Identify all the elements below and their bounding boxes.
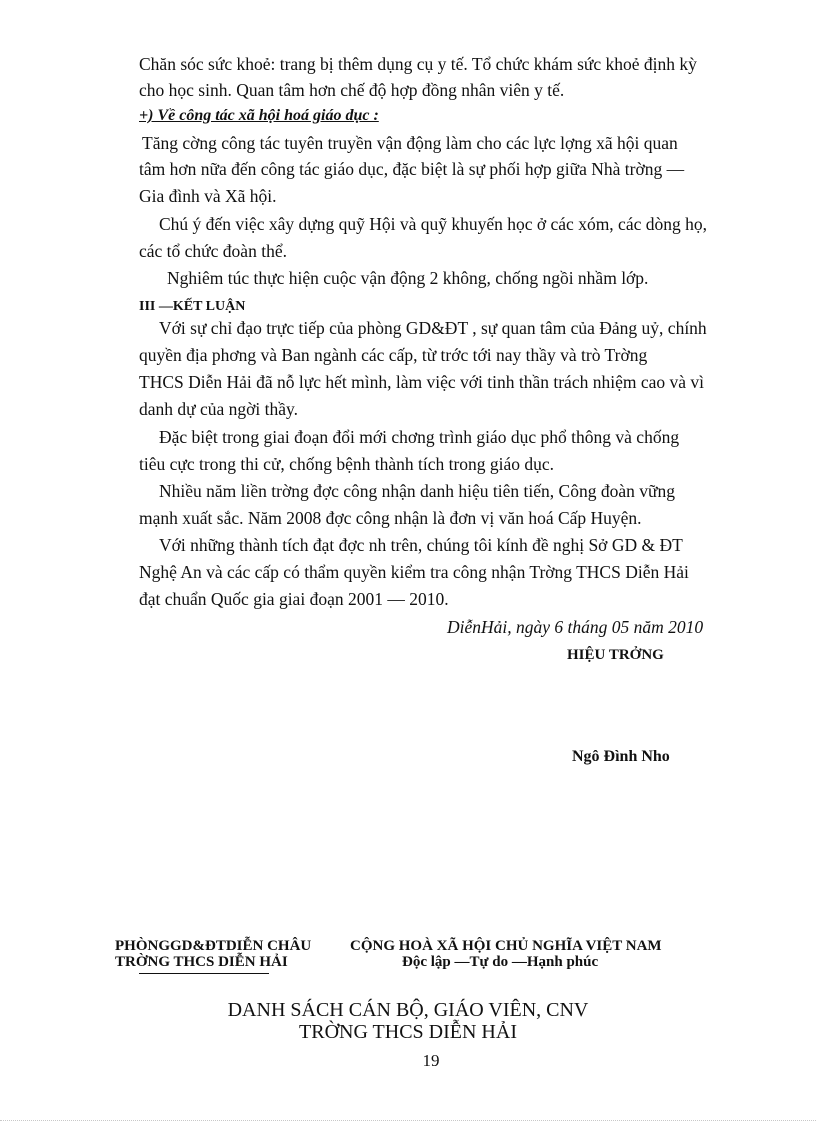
header-school: TRỜNG THCS DIỄN HẢI: [115, 954, 288, 970]
page-divider: [0, 1120, 816, 1121]
body-line: Đặc biệt trong giai đoạn đổi mới chơng trình giáo dục phổ thông và chống: [159, 427, 680, 447]
header-department: PHÒNGGD&ĐTDIỄN CHÂU: [115, 938, 312, 954]
body-line: đạt chuẩn Quốc gia giai đoạn 2001 — 2010.: [139, 589, 449, 609]
body-line: Gia đình và Xã hội.: [139, 186, 277, 206]
section-heading-conclusion: III —KẾT LUẬN: [139, 299, 246, 314]
body-line: THCS Diễn Hải đã nỗ lực hết mình, làm việc với tinh thần trách nhiệm cao và vì: [139, 372, 704, 392]
body-line: tiêu cực trong thi cử, chống bệnh thành tích trong giáo dục.: [139, 454, 555, 474]
signature-role: HIỆU TRỞNG: [567, 647, 664, 663]
header-nation: CỘNG HOÀ XÃ HỘI CHỦ NGHĨA VIỆT NAM: [350, 938, 662, 954]
body-line: mạnh xuất sắc. Năm 2008 đợc công nhận là đơn vị văn hoá Cấp Huyện.: [139, 508, 642, 528]
body-line: Với những thành tích đạt đợc nh trên, chúng tôi kính đề nghị Sở GD & ĐT: [159, 535, 683, 555]
body-line: các tổ chức đoàn thể.: [139, 241, 287, 261]
body-line: Nghệ An và các cấp có thẩm quyền kiểm tra công nhận Trờng THCS Diễn Hải: [139, 562, 689, 582]
header-motto: Độc lập —Tự do —Hạnh phúc: [402, 954, 599, 970]
body-line: Nhiều năm liền trờng đợc công nhận danh hiệu tiên tiến, Công đoàn vững: [159, 481, 675, 501]
list-title: DANH SÁCH CÁN BỘ, GIÁO VIÊN, CNV: [227, 999, 589, 1021]
body-line: Chú ý đến việc xây dựng quỹ Hội và quỹ khuyến học ở các xóm, các dòng họ,: [159, 214, 707, 234]
body-line: tâm hơn nữa đến công tác giáo dục, đặc biệt là sự phối hợp giữa Nhà trờng —: [139, 159, 685, 179]
body-line: Tăng cờng công tác tuyên truyền vận động làm cho các lực lợng xã hội quan: [142, 133, 678, 153]
body-line: quyền địa phơng và Ban ngành các cấp, từ trớc tới nay thầy và trò Trờng: [139, 345, 648, 365]
body-line: Chăn sóc sức khoẻ: trang bị thêm dụng cụ y tế. Tổ chức khám sức khoẻ định kỳ: [139, 54, 697, 74]
list-subtitle: TRỜNG THCS DIỄN HẢI: [299, 1021, 517, 1043]
body-line: Với sự chỉ đạo trực tiếp của phòng GD&ĐT , sự quan tâm của Đảng uỷ, chính: [159, 318, 707, 338]
signature-name: Ngô Đình Nho: [572, 748, 670, 765]
body-line: cho học sinh. Quan tâm hơn chế độ hợp đồng nhân viên y tế.: [139, 80, 565, 100]
body-line: Nghiêm túc thực hiện cuộc vận động 2 không, chống ngồi nhầm lớp.: [167, 268, 649, 288]
header-school-underline: [139, 973, 269, 974]
section-heading-socialization: +) Về công tác xã hội hoá giáo dục :: [139, 107, 379, 124]
body-line: danh dự của ngời thầy.: [139, 399, 299, 419]
page-number: 19: [422, 1051, 440, 1070]
signature-date: DiễnHải, ngày 6 tháng 05 năm 2010: [447, 617, 704, 637]
